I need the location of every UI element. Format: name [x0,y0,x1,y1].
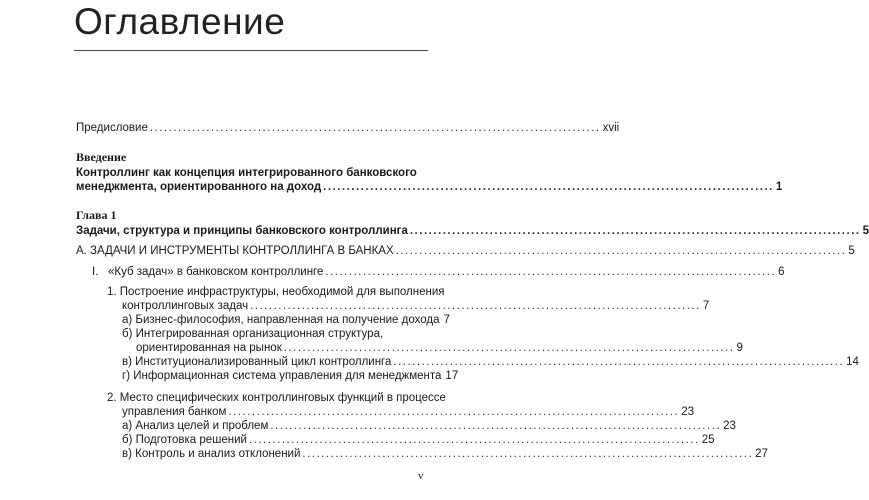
toc-entry-subsection-2[interactable] [122,405,694,419]
toc-entry-preface[interactable] [76,121,620,135]
entry-page: 14 [846,356,859,368]
dot-leader: ................................................................................................ [270,420,722,432]
dot-leader: ................................................................................................ [248,434,700,446]
entry-page: 5 [862,225,869,237]
entry-text: ориентированная на рынок [136,342,282,354]
entry-text: контроллинговых задач [122,300,249,312]
subsection-1b-line1[interactable]: б) Интегрированная организационная структура, [122,328,384,340]
dot-leader: ................................................................................................ [393,356,845,368]
subsection-2-line1[interactable]: 2. Место специфических контроллинговых функций в процессе [107,392,446,404]
toc-entry-intro[interactable] [76,180,783,194]
entry-page: 17 [445,370,459,382]
entry-text: г) Информационная система управления для менеджмента [122,370,442,382]
entry-page: xvii [602,122,620,134]
page-title: Оглавление [74,1,286,42]
dot-leader: ................................................................................................ [323,181,774,193]
entry-page: 7 [702,300,710,312]
toc-entry-2v[interactable] [122,447,768,461]
entry-page: 9 [736,342,743,354]
dot-leader: ................................................................................................ [409,225,861,237]
subsection-1-line1[interactable]: 1. Построение инфраструктуры, необходимой для выполнения [107,286,445,298]
dot-leader: ................................................................................................ [302,448,754,460]
entry-page: 5 [848,245,855,257]
entry-page: 27 [755,448,768,460]
toc-entry-1v[interactable] [122,355,859,369]
entry-text: в) Институционализированный цикл контроллинга [122,356,392,368]
entry-text: в) Контроль и анализ отклонений [122,448,301,460]
entry-page: 23 [681,406,694,418]
page-folio: v [418,470,424,482]
toc-entry-subsection-1[interactable] [122,299,710,313]
entry-page: 25 [701,434,715,446]
entry-text: Предисловие [76,122,148,134]
entry-text: Задачи, структура и принципы банковского контроллинга [76,225,408,237]
toc-entry-1a[interactable] [122,313,450,327]
entry-text: а) Бизнес-философия, направленная на получение дохода [122,314,440,326]
entry-text: A. ЗАДАЧИ И ИНСТРУМЕНТЫ КОНТРОЛЛИНГА В БАНКАХ [76,245,394,257]
entry-page: 7 [443,314,450,326]
toc-entry-1b[interactable] [136,341,743,355]
intro-heading: Введение [76,150,127,164]
entry-text: б) Подготовка решений [122,434,247,446]
title-rule [74,50,428,51]
toc-entry-chapter-1[interactable] [76,224,869,238]
toc-entry-2a[interactable] [122,419,736,433]
entry-text: управления банком [122,406,227,418]
dot-leader: ................................................................................................ [250,300,701,312]
dot-leader: ................................................................................................ [149,122,601,134]
dot-leader: ................................................................................................ [325,266,777,278]
entry-text: менеджмента, ориентированного на доход [76,181,322,193]
dot-leader: ................................................................................................ [395,245,847,257]
entry-page: 23 [723,420,736,432]
toc-entry-2b[interactable] [122,433,715,447]
entry-page: 6 [778,266,785,278]
chapter-1-heading: Глава 1 [76,208,117,222]
entry-text: I. «Куб задач» в банковском контроллинге [92,266,324,278]
entry-text: а) Анализ целей и проблем [122,420,269,432]
entry-page: 1 [775,181,783,193]
toc-entry-section-i[interactable] [92,265,785,279]
dot-leader: ................................................................................................ [228,406,680,418]
intro-title-line1[interactable]: Контроллинг как концепция интегрированного банковского [76,167,417,179]
toc-entry-1g[interactable] [122,369,459,383]
toc-entry-section-a[interactable] [76,244,855,258]
dot-leader: ................................................................................................ [283,342,735,354]
